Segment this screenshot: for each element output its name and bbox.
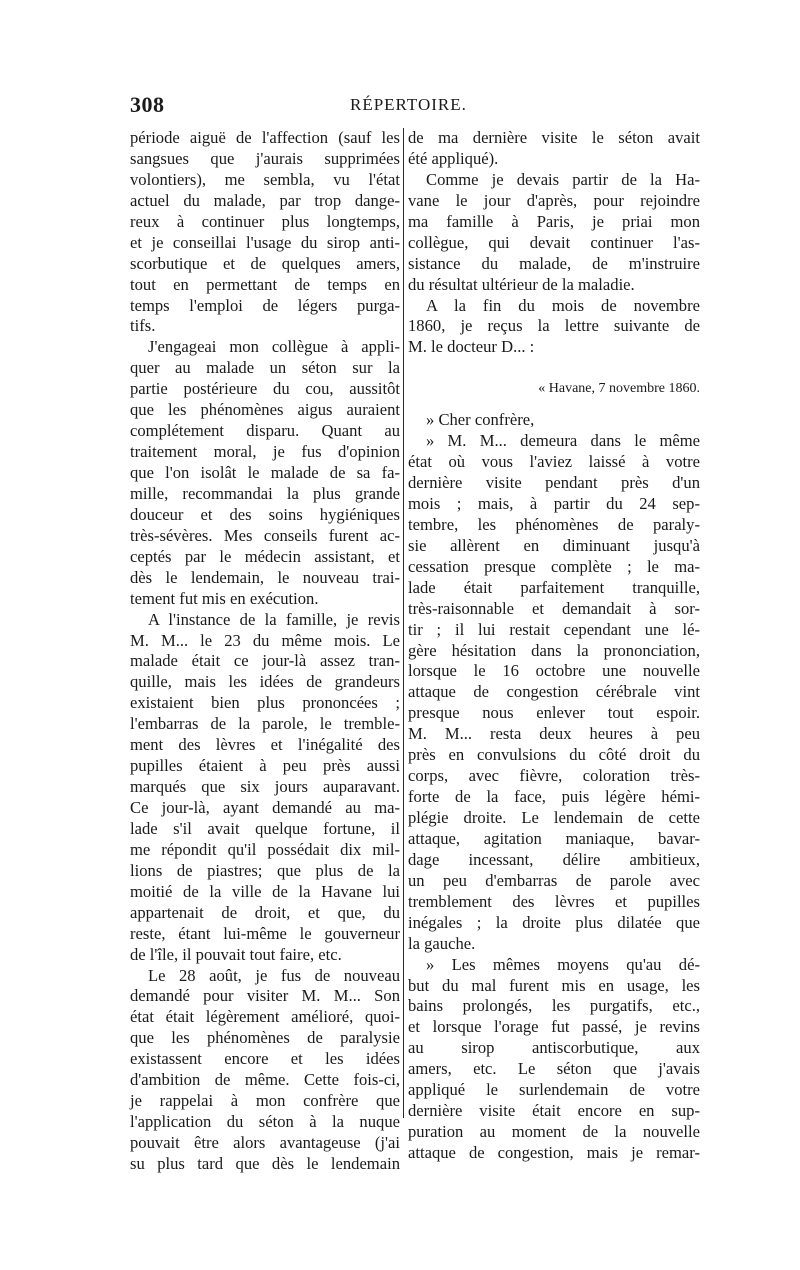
text-line: complétement disparu. Quant au <box>130 421 400 441</box>
text-line: » Les mêmes moyens qu'au dé- <box>426 954 700 974</box>
text-line: appartenait de droit, et que, du <box>130 902 400 922</box>
running-title: RÉPERTOIRE. <box>350 95 467 114</box>
text-line: l'application du séton à la nuque <box>130 1112 400 1132</box>
text-line: puration au moment de la nouvelle <box>408 1122 700 1142</box>
text-line: lade était parfaitement tranquille, <box>408 577 700 597</box>
text-line: plégie droite. Le lendemain de cette <box>408 808 700 827</box>
text-line: volontiers), me sembla, vu l'état <box>130 169 400 189</box>
letter-dateline: « Havane, 7 novembre 1860. <box>538 381 700 397</box>
text-line: cessation presque complète ; le ma- <box>408 556 700 576</box>
text-line: 1860, je reçus la lettre suivante de <box>408 316 700 336</box>
text-line: quer au malade un séton sur la <box>130 358 400 378</box>
text-line: dernière visite était encore en sup- <box>408 1101 700 1121</box>
text-line: Le 28 août, je fus de nouveau <box>148 965 400 985</box>
text-line: ma famille à Paris, je priai mon <box>408 211 700 231</box>
text-line: sistance du malade, de m'instruire <box>408 253 700 273</box>
text-line: M. M... le 23 du même mois. Le <box>130 630 400 650</box>
text-line: lions de piastres; que plus de la <box>130 860 400 880</box>
column-divider <box>403 128 404 1118</box>
text-line: A la fin du mois de novembre <box>426 295 700 315</box>
text-line: A l'instance de la famille, je revis <box>148 609 400 629</box>
text-line: presque nous enlever tout espoir. <box>408 703 700 723</box>
text-line: scorbutique et de quelques amers, <box>130 253 400 273</box>
text-line: amers, etc. Le séton que j'avais <box>408 1059 700 1079</box>
text-line: attaque, agitation maniaque, bavar- <box>408 828 700 848</box>
text-line: tembre, les phénomènes de paraly- <box>408 514 700 534</box>
text-line: reste, étant lui-même le gouverneur <box>130 923 400 943</box>
text-line: de ma dernière visite le séton avait <box>408 128 700 147</box>
text-line: marqués que six jours auparavant. <box>130 777 400 797</box>
text-line: du résultat ultérieur de la maladie. <box>408 274 635 294</box>
text-line: état était légèrement amélioré, quoi- <box>130 1007 400 1027</box>
text-line: lade s'il avait quelque fortune, il <box>130 818 400 838</box>
text-line: très-sévères. Mes conseils furent ac- <box>130 525 400 545</box>
text-line: l'embarras de la parole, le tremble- <box>130 714 400 734</box>
text-line: dage incessant, délire ambitieux, <box>408 849 700 869</box>
text-line: dernière visite pendant près d'un <box>408 473 700 492</box>
text-line: et lorsque l'orage fut passé, je revins <box>408 1017 700 1037</box>
text-line: temps l'emploi de légers purga- <box>130 295 400 315</box>
text-line: que les phénomènes de paralysie <box>130 1028 400 1048</box>
text-line: tir ; il lui restait cependant une lé- <box>408 619 700 639</box>
text-line: traitement moral, je fus d'opinion <box>130 442 400 462</box>
text-line: près en convulsions du côté droit du <box>408 745 700 765</box>
running-head <box>130 92 700 122</box>
text-line: forte de la face, puis légère hémi- <box>408 787 700 807</box>
text-line: tremblement des lèvres et pupilles <box>408 891 700 911</box>
text-line: sangsues que j'aurais supprimées <box>130 148 400 168</box>
text-line: un peu d'embarras de parole avec <box>408 870 700 890</box>
left-column <box>130 128 400 1173</box>
text-line: tifs. <box>130 316 156 336</box>
text-line: état où vous l'aviez laissé à votre <box>408 452 700 472</box>
text-line: collègue, qui devait continuer l'as- <box>408 232 700 252</box>
text-line: sie allèrent en diminuant jusqu'à <box>408 535 700 555</box>
text-line: douceur et des soins hygiéniques <box>130 504 400 524</box>
text-line: bains prolongés, les purgatifs, etc., <box>408 996 700 1016</box>
text-line: demandé pour visiter M. M... Son <box>130 986 400 1006</box>
text-line: période aiguë de l'affection (sauf les <box>130 128 400 147</box>
text-line: que les phénomènes aigus auraient <box>130 400 400 420</box>
text-line: au sirop antiscorbutique, aux <box>408 1038 700 1058</box>
text-line: M. le docteur D... : <box>408 337 535 357</box>
text-line: actuel du malade, par trop dange- <box>130 190 400 210</box>
text-line: mois ; mais, à partir du 24 sep- <box>408 493 700 513</box>
text-line: la gauche. <box>408 933 476 953</box>
text-line: but du mal furent mis en usage, les <box>408 975 700 995</box>
text-line: existaient bien plus prononcées ; <box>130 693 400 713</box>
text-line: tement fut mis en exécution. <box>130 588 319 608</box>
text-line: pouvait être alors avantageuse (j'ai <box>130 1133 400 1152</box>
text-line: » M. M... demeura dans le même <box>426 431 700 451</box>
text-line: malade était ce jour-là assez tran- <box>130 651 400 671</box>
text-line: tout en permettant de temps en <box>130 274 400 294</box>
text-line: d'ambition de même. Cette fois-ci, <box>130 1070 400 1090</box>
text-line: corps, avec fièvre, coloration très- <box>408 766 700 786</box>
text-line: partie postérieure du cou, aussitôt <box>130 379 400 399</box>
text-line: dès le lendemain, le nouveau trai- <box>130 567 400 587</box>
text-line: que l'on isolât le malade de sa fa- <box>130 463 400 482</box>
text-line: et je conseillai l'usage du sirop anti- <box>130 232 400 252</box>
text-line: je rappelai à mon confrère que <box>130 1091 400 1111</box>
text-line: attaque de congestion cérébrale vint <box>408 682 700 702</box>
text-line: J'engageai mon collègue à appli- <box>148 337 400 357</box>
text-line: été appliqué). <box>408 148 499 168</box>
text-line: Comme je devais partir de la Ha- <box>426 169 700 189</box>
text-line: pupilles étaient à peu près aussi <box>130 756 400 776</box>
text-line: vane le jour d'après, pour rejoindre <box>408 190 700 210</box>
letter-salutation: » Cher confrère, <box>426 410 535 430</box>
right-column <box>408 128 700 1162</box>
text-line: su plus tard que dès le lendemain <box>130 1153 400 1173</box>
text-line: me répondit qu'il possédait dix mil- <box>130 839 400 859</box>
text-line: existassent encore et les idées <box>130 1049 400 1069</box>
text-line: appliqué le surlendemain de votre <box>408 1080 700 1100</box>
text-line: ment des lèvres et l'inégalité des <box>130 735 400 755</box>
text-line: reux à continuer plus longtemps, <box>130 211 400 231</box>
text-line: moitié de la ville de la Havane lui <box>130 881 400 901</box>
spacer <box>408 358 700 379</box>
page-number: 308 <box>130 92 165 117</box>
text-line: inégales ; la droite plus dilatée que <box>408 912 700 932</box>
text-line: de l'île, il pouvait tout faire, etc. <box>130 944 342 964</box>
text-line: M. M... resta deux heures à peu <box>408 724 700 744</box>
text-line: mille, recommandai la plus grande <box>130 483 400 503</box>
spacer <box>408 400 700 410</box>
text-line: ceptés par le médecin assistant, et <box>130 546 400 566</box>
text-line: gère hésitation dans la prononciation, <box>408 640 700 660</box>
text-line: attaque de congestion, mais je remar- <box>408 1143 700 1162</box>
text-line: quille, mais les idées de grandeurs <box>130 672 400 692</box>
text-line: lorsque le 16 octobre une nouvelle <box>408 661 700 681</box>
text-line: très-raisonnable et demandait à sor- <box>408 598 700 618</box>
text-line: Ce jour-là, ayant demandé au ma- <box>130 798 400 817</box>
